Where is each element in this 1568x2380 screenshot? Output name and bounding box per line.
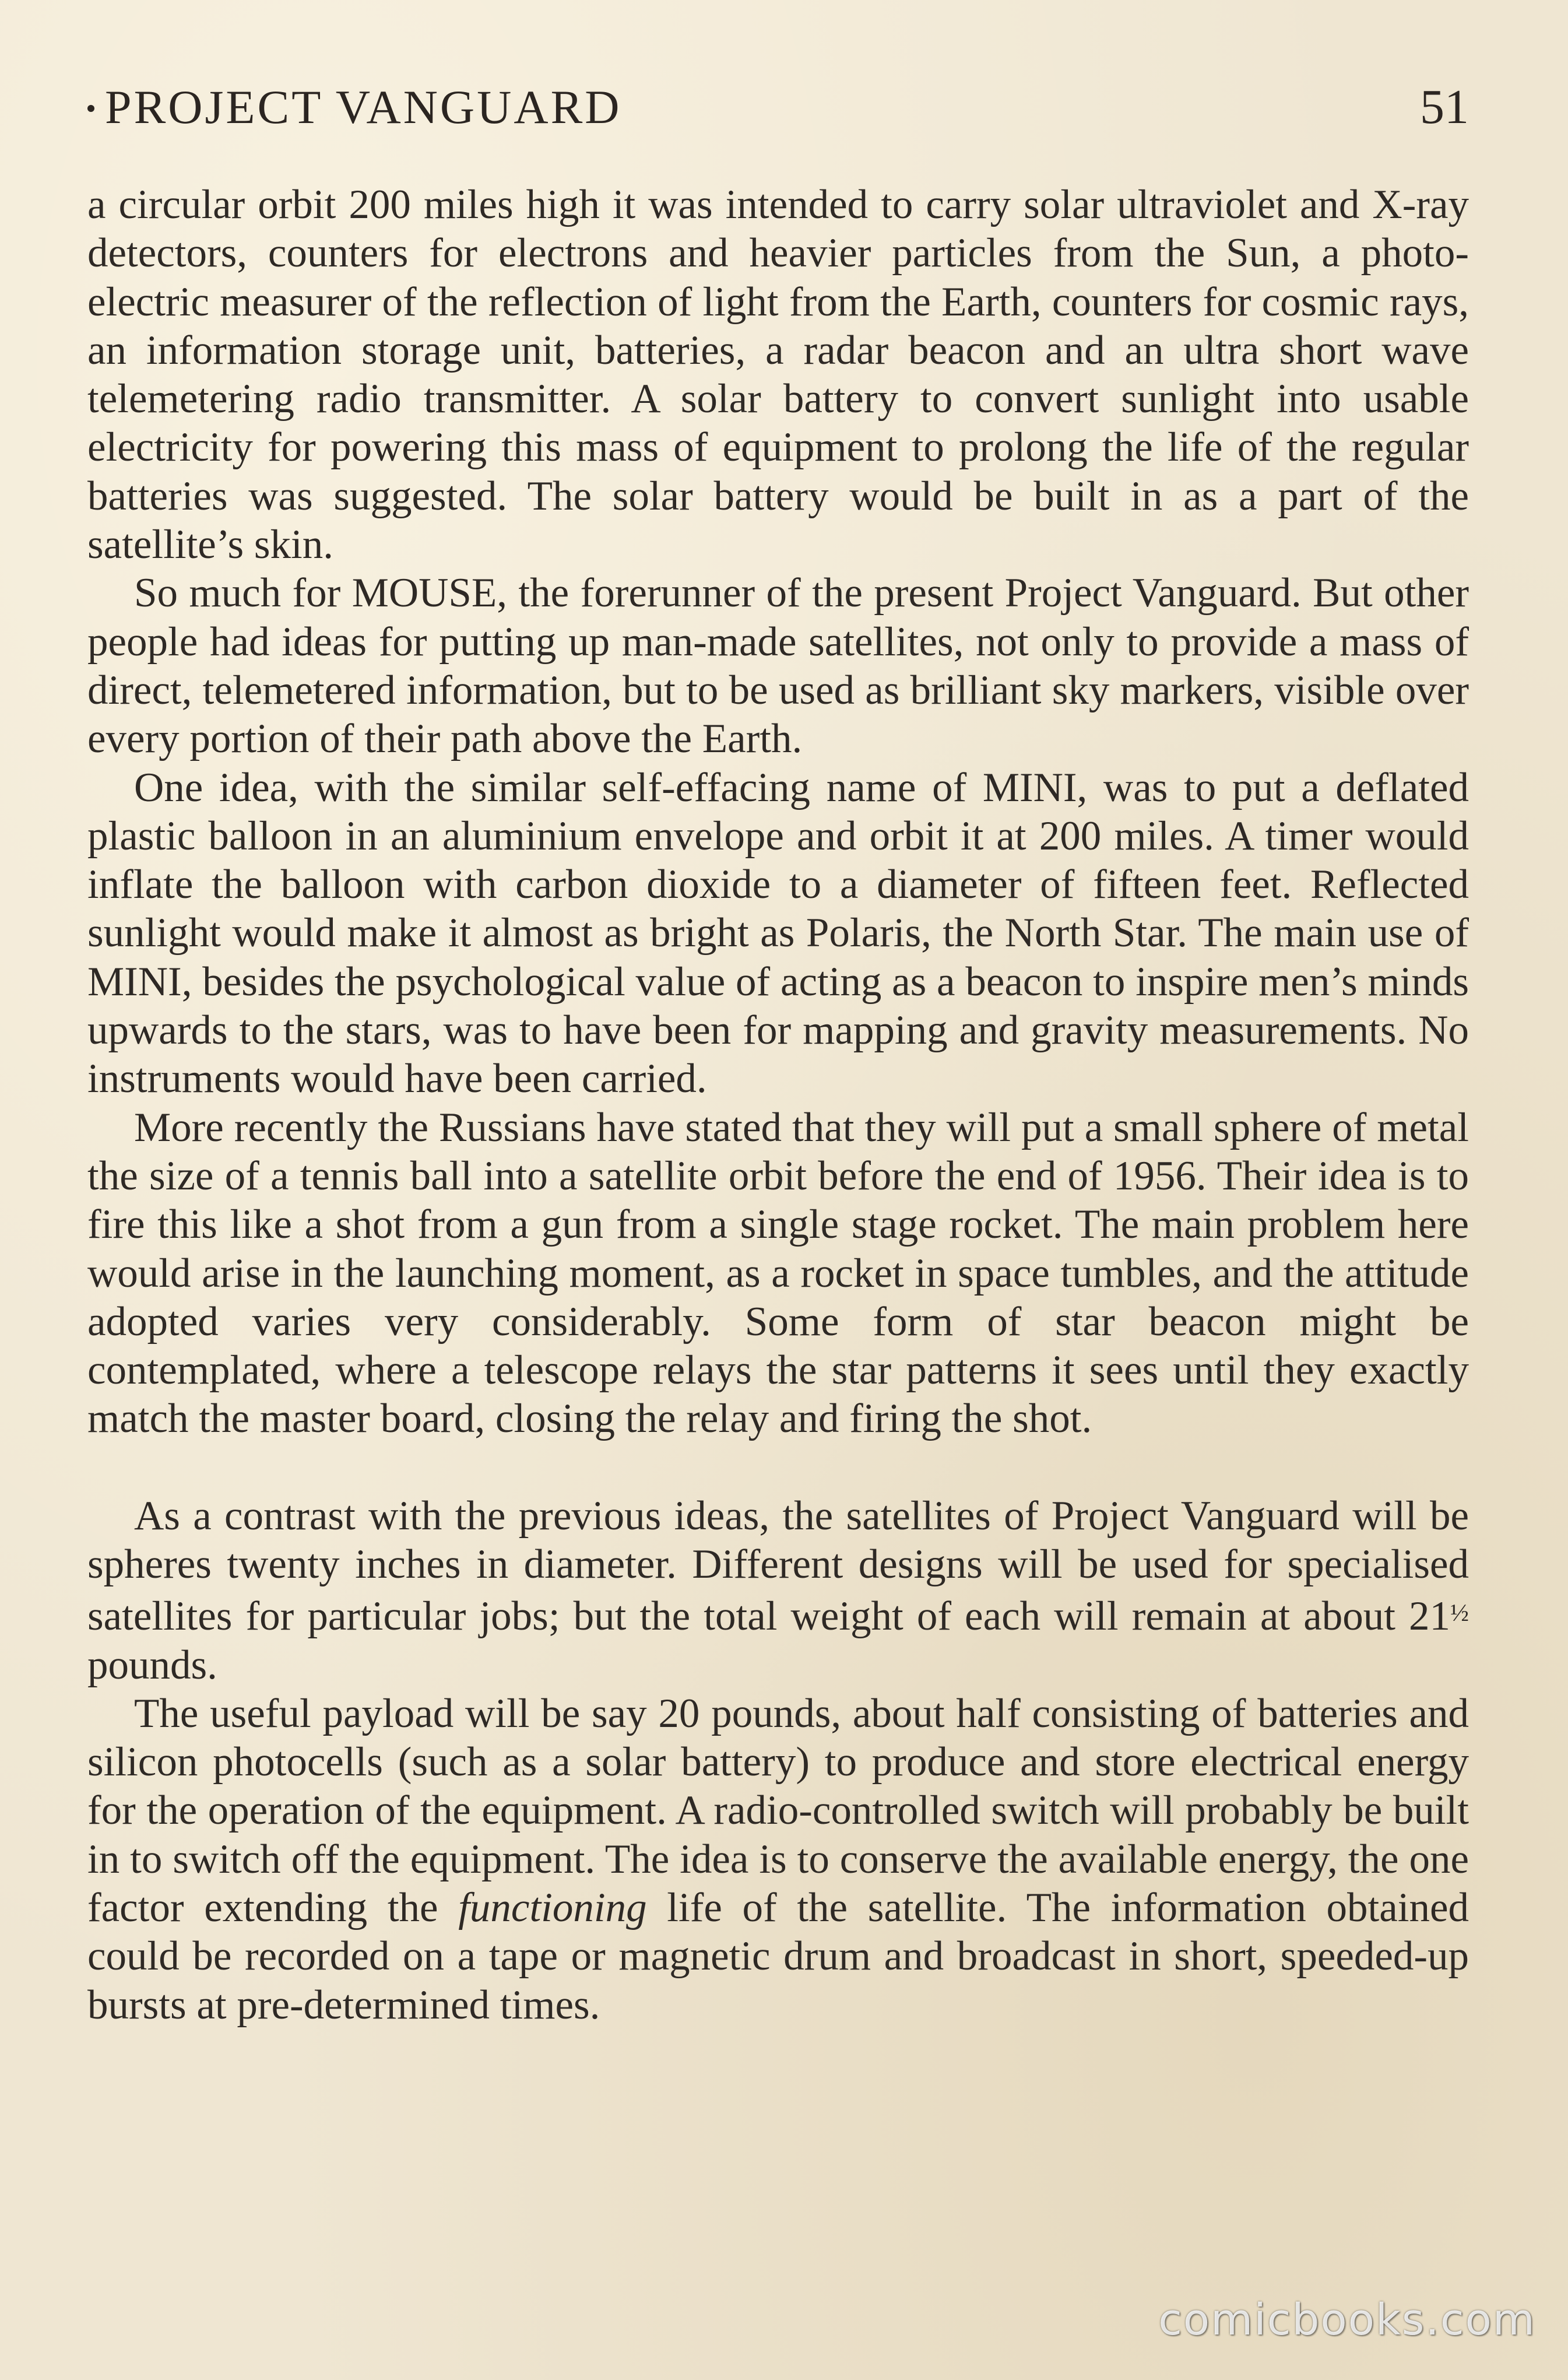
- italic-word: functioning: [458, 1885, 647, 1930]
- paragraph: [87, 1492, 1469, 1690]
- page-number: 51: [1420, 80, 1469, 134]
- paragraph: [87, 1690, 1469, 2030]
- paragraph: So much for MOUSE, the forerunner of the present Project Vanguard. But other people had ideas for putting up man-made satellites, not only to provide a mass of direct, telemetered information, but to be used as brilliant sky markers, visible over every portion of their path above the Earth.: [87, 570, 1469, 762]
- paragraph-text: The useful payload will be say 20 pounds, about half consisting of batteries and silicon photocells (such as a solar battery) to produce and store electrical energy for the operation of the equipment. A radio-controlled switch will probably be built in to switch off the equipment. The idea is to conserve the available energy, the one factor extending the: [87, 1690, 1469, 1930]
- paragraph: a circular orbit 200 miles high it was intended to carry solar ultraviolet and X-ray detectors, counters for electrons and heavier particles from the Sun, a photo-electric measurer of the reflection of light from the Earth, counters for cosmic rays, an information storage unit, batteries, a radar beacon and an ultra short wave telemetering radio transmitter. A solar battery to convert sunlight into usable electricity for powering this mass of equipment to prolong the life of the regular batteries was suggested. The solar battery would be built in as a part of the satellite’s skin.: [87, 182, 1469, 568]
- running-head-title: [87, 80, 621, 135]
- running-head-text: PROJECT VANGUARD: [105, 80, 622, 134]
- body-text: [87, 181, 1469, 2030]
- paragraph-text: pounds.: [87, 1642, 217, 1688]
- paragraph: One idea, with the similar self-effacing name of MINI, was to put a deflated plastic balloon in an aluminium envelope and orbit it at 200 miles. A timer would inflate the balloon with carbon dioxide to a diameter of fifteen feet. Reflected sunlight would make it almost as bright as Polaris, the North Star. The main use of MINI, besides the psychological value of acting as a beacon to inspire men’s minds upwards to the stars, was to have been for mapping and gravity measurements. No instruments would have been carried.: [87, 764, 1469, 1102]
- paragraph-text: life of the satellite. The information obtained could be recorded on a tape or magnetic drum and broadcast in short, speeded-up bursts at pre-determined times.: [87, 1885, 1469, 2028]
- running-head: [87, 79, 1469, 143]
- watermark: comicbooks.com: [1158, 2295, 1536, 2345]
- paragraph: More recently the Russians have stated that they will put a small sphere of metal the size of a tennis ball into a satellite orbit before the end of 1956. Their idea is to fire this like a shot from a gun from a single stage rocket. The main problem here would arise in the launching moment, as a rocket in space tumbles, and the attitude adopted varies very considerably. Some form of star beacon might be contemplated, where a telescope relays the star patterns it sees until they exactly match the master board, closing the relay and firing the shot.: [87, 1104, 1469, 1442]
- fraction-half: ½: [1450, 1599, 1469, 1627]
- bullet-dot-icon: [87, 105, 94, 112]
- paragraph-text: As a contrast with the previous ideas, the satellites of Project Vanguard will be spheres twenty inches in diameter. Different designs will be used for specialised satellites for particular jobs; but the total weight of each will remain at about 21: [87, 1493, 1469, 1640]
